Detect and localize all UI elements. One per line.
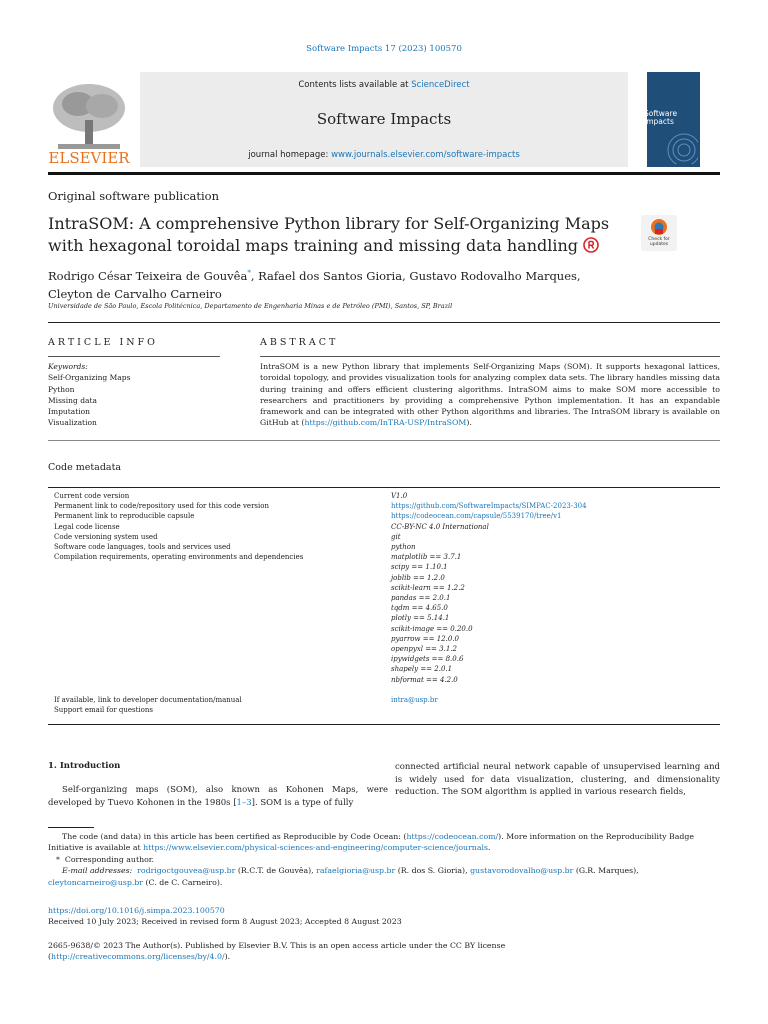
doi-block [48,905,402,928]
author-list [48,264,648,303]
github-link[interactable]: https://github.com/InTRA-USP/IntraSOM [304,418,467,428]
corresponding-footnote [48,854,720,865]
metadata-label: If available, link to developer documentation/manual [54,696,242,705]
email-link[interactable]: cleytoncarneiro@usp.br [48,877,144,887]
dependency: pandas == 2.0.1 [391,594,451,603]
keyword: Visualization [48,418,97,428]
code-metadata-values [391,491,587,705]
dependency: matplotlib == 3.7.1 [391,553,462,562]
metadata-label: Permanent link to reproducible capsule [54,512,195,521]
journal-reference[interactable]: Software Impacts 17 (2023) 100570 [306,44,462,54]
footnotes [48,831,720,888]
abstract-heading: ABSTRACT [260,337,339,348]
keyword: Imputation [48,407,90,417]
authors-line-2: Cleyton de Carvalho Carneiro [48,286,222,301]
dependency: tqdm == 4.65.0 [391,604,448,613]
keywords-label: Keywords: [48,362,88,371]
homepage-link[interactable]: www.journals.elsevier.com/software-impacts [331,150,520,160]
keyword: Python [48,384,75,394]
repository-link[interactable]: https://github.com/SoftwareImpacts/SIMPAC-2023-304 [391,502,587,511]
license-block: 2665-9638/© 2023 The Author(s). Published by Elsevier B.V. This is an open access article under the CC BY license (http://creativecommons.org/licenses/by/4.0/). [48,941,506,962]
metadata-value: git [391,532,401,541]
abstract-end: ). [466,418,472,428]
email-link[interactable]: rafaelgioria@usp.br [316,866,396,876]
dependency: shapely == 2.0.1 [391,665,453,674]
license-end: ). [224,952,231,962]
keyword: Missing data [48,395,97,405]
reproducibility-footnote [48,831,720,854]
fingerprint-icon [650,124,698,164]
metadata-label: Permanent link to code/repository used for this code version [54,502,269,511]
crossmark-label: Check for updates [648,237,670,247]
affiliation: Universidade de São Paulo, Escola Politécnica, Departamento de Engenharia Minas e de Petróleo (PMI), Santos, SP, Brazil [48,302,453,310]
keyword: Self-Organizing Maps [48,373,131,383]
email-name: (R. dos S. Gioria), [397,866,468,876]
license-text: 2665-9638/© 2023 The Author(s). Published by Elsevier B.V. This is an open access article under the CC BY license [48,941,506,950]
footnote-mark: * [56,854,60,864]
dependency: joblib == 1.2.0 [391,573,445,582]
abstract-body: IntraSOM is a new Python library that implements Self-Organizing Maps (SOM). It supports hexagonal lattices, toroidal topology, and provides visualization tools for analyzing complex data sets. The library handles missing data during training and offers efficient clustering algorithms. IntraSOM aims to make SOM more accessible to researchers and practitioners by providing a comprehensive Python implementation. It has an expandable framework and can be integrated with other Python algorithms and libraries. The IntraSOM library is available on GitHub at ( [260,362,720,428]
code-metadata-title: Code metadata [48,462,122,473]
code-metadata-top-rule [48,487,720,488]
dependency: ipywidgets == 8.0.6 [391,655,464,664]
section-heading-introduction: 1. Introduction [48,761,121,771]
email-footnote [48,865,720,888]
dependency: nbformat == 4.2.0 [391,675,458,684]
dependency: openpyxl == 3.1.2 [391,645,457,654]
homepage-line [140,150,628,160]
article-title [48,213,628,257]
email-name: (R.C.T. de Gouvêa), [237,866,314,876]
info-top-rule [48,322,720,323]
footnote-text: The code (and data) in this article has been certified as Reproducible by Code Ocean: ( [62,832,407,841]
metadata-spacer [54,562,303,695]
capsule-link[interactable]: https://codeocean.com/capsule/5539170/tree/v1 [391,512,562,521]
metadata-value: python [391,543,416,552]
intro-text: Self-organizing maps (SOM), also known as Kohonen Maps, were developed by Tuevo Kohonen in the 1980s [ [48,785,388,808]
email-name: (C. de C. Carneiro). [145,877,223,887]
metadata-label: Support email for questions [54,706,153,715]
code-metadata-labels [54,491,303,715]
metadata-label: Compilation requirements, operating environments and dependencies [54,553,304,562]
doi-link[interactable]: https://doi.org/10.1016/j.simpa.2023.100570 [48,906,225,915]
email-label: E-mail addresses: [62,866,133,876]
sciencedirect-link[interactable]: ScienceDirect [411,80,470,90]
dependency: pyarrow == 12.0.0 [391,634,459,643]
email-name: (G.R. Marques), [575,866,639,876]
received-dates: Received 10 July 2023; Received in revised form 8 August 2023; Accepted 8 August 2023 [48,917,402,927]
contents-line [140,80,628,90]
article-info-rule [48,356,220,357]
dependency: plotly == 5.14.1 [391,614,450,623]
corresponding-author-mark[interactable]: * [247,269,251,277]
codeocean-link[interactable]: https://codeocean.com/ [406,832,499,841]
footnote-text: . [487,843,491,853]
intro-column-1 [48,784,388,809]
metadata-spacer [391,685,587,695]
email-link[interactable]: gustavorodovalho@usp.br [470,866,574,876]
elsevier-wordmark: ELSEVIER [48,149,130,166]
metadata-label: Current code version [54,492,130,500]
dependency: scikit-learn == 1.2.2 [391,583,465,592]
citation-link[interactable]: 1–3 [236,797,252,808]
footnote-text: ). More information on the Reproducibility Badge Initiative is available at [48,832,695,853]
metadata-label: Legal code license [54,522,120,531]
homepage-prefix: journal homepage: [248,150,332,160]
cover-title: Software Impacts [644,109,678,126]
info-bottom-rule [48,440,720,441]
footnote-rule [48,827,94,828]
keywords-block [48,361,130,429]
code-metadata-bottom-rule [48,724,720,725]
metadata-value: V1.0 [391,492,408,500]
metadata-label: Software code languages, tools and services used [54,543,231,552]
license-link[interactable]: http://creativecommons.org/licenses/by/4.0/ [51,952,225,962]
metadata-value: CC-BY-NC 4.0 International [391,522,489,531]
intro-column-2: connected artificial neural network capable of unsupervised learning and is widely used for data visualization, clustering, and dimensionality reduction. The SOM algorithm is applied in various research fields, [395,762,720,797]
check-for-updates-badge[interactable] [641,215,677,251]
intro-text-end: ]. SOM is a type of fully [251,797,354,808]
journal-title: Software Impacts [316,110,452,128]
author-1: Rodrigo César Teixeira de Gouvêa [48,268,248,283]
journal-header [48,72,720,167]
elsevier-tree-logo [48,78,130,166]
abstract-rule [260,356,720,357]
abstract-text [260,361,720,429]
authors-rest: , Rafael dos Santos Gioria, Gustavo Rodovalho Marques, [250,268,581,283]
contents-prefix: Contents lists available at [298,80,412,90]
metadata-label: Code versioning system used [54,532,158,541]
support-email-link[interactable]: intra@usp.br [391,696,438,705]
dependency: scikit-image == 0.20.0 [391,624,473,633]
corresponding-label: Corresponding author. [64,854,155,864]
reproducible-badge-icon[interactable] [583,237,599,253]
publication-type: Original software publication [48,189,220,203]
article-info-heading: ARTICLE INFO [48,337,158,348]
dependency: scipy == 1.10.1 [391,563,448,572]
header-rule [48,172,720,175]
elsevier-journals-link[interactable]: https://www.elsevier.com/physical-sciences-and-engineering/computer-science/journals [143,843,488,853]
email-link[interactable]: rodrigoctgouvea@usp.br [137,866,236,876]
article-title-text: IntraSOM: A comprehensive Python library for Self-Organizing Maps with hexagonal toroidal maps training and missing data handling [48,214,610,255]
journal-cover [638,72,700,167]
